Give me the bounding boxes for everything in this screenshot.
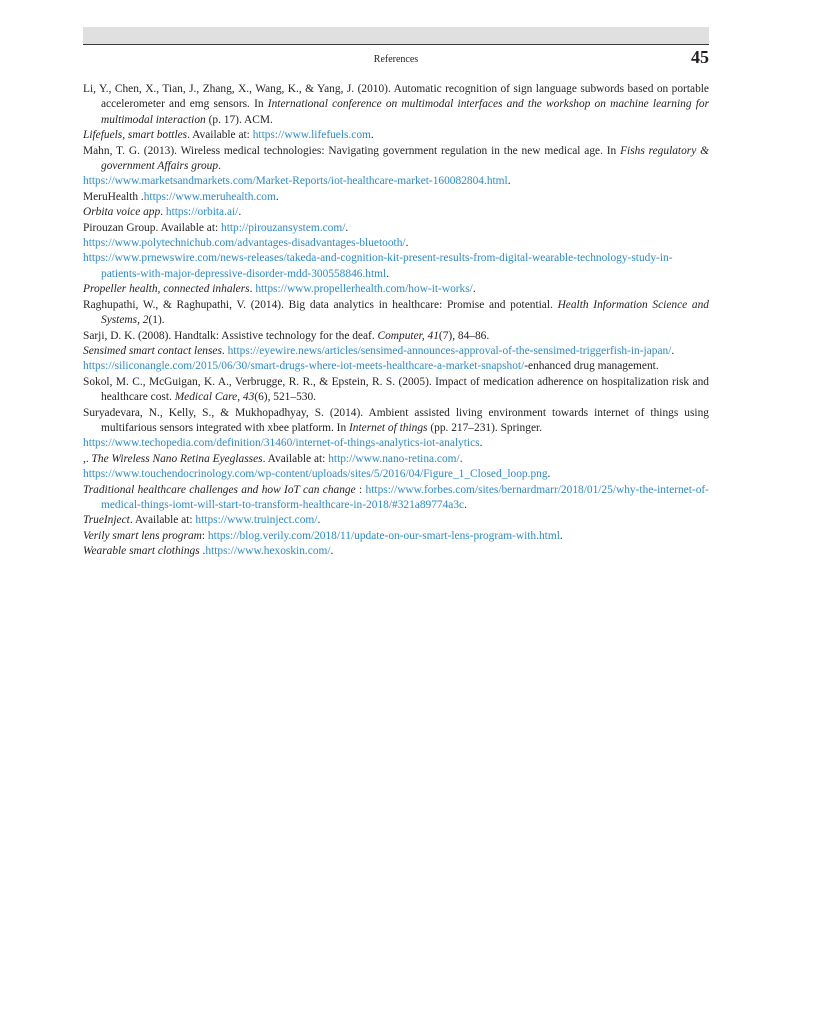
reference-text: Pirouzan Group. Available at:	[83, 221, 222, 234]
reference-entry	[83, 82, 709, 128]
reference-entry	[83, 406, 709, 437]
reference-link[interactable]: https://www.forbes.com/sites/bernardmarr/2018/01/25/why-the-internet-of-medical-things-iomt-will-start-to-transform-healthcare-in-2018/#321a89774a3c	[101, 483, 709, 511]
reference-text: .	[386, 267, 390, 280]
reference-link[interactable]: http://www.nano-retina.com/	[328, 452, 460, 465]
reference-link[interactable]: https://www.truinject.com/	[195, 514, 318, 527]
reference-entry	[83, 329, 709, 344]
reference-text: Mahn, T. G. (2013). Wireless medical technologies: Navigating government regulation in the new medical age. In	[83, 144, 621, 157]
reference-link[interactable]: https://siliconangle.com/2015/06/30/smart-drugs-where-iot-meets-healthcare-a-market-snapshot/	[83, 360, 525, 373]
reference-italic-title: Internet of things	[349, 421, 428, 434]
reference-italic-title: Computer, 41	[377, 329, 439, 342]
reference-link[interactable]: https://www.marketsandmarkets.com/Market-Reports/iot-healthcare-market-160082804.html	[83, 175, 508, 188]
reference-text: .	[472, 283, 476, 296]
reference-italic-title: Lifefuels, smart bottles	[83, 129, 188, 142]
reference-entry	[83, 436, 709, 451]
reference-text: .	[218, 160, 221, 173]
reference-link[interactable]: https://www.meruhealth.com	[143, 190, 276, 203]
reference-entry	[83, 529, 709, 544]
reference-text: (1).	[148, 314, 165, 327]
reference-text: .	[507, 175, 511, 188]
reference-entry	[83, 190, 709, 205]
reference-entry	[83, 251, 709, 282]
reference-link[interactable]: https://www.lifefuels.com	[252, 129, 371, 142]
reference-entry	[83, 282, 709, 297]
reference-text: Li, Y., Chen, X., Tian, J., Zhang, X., Wang, K., & Yang, J. (2010). Automatic recognition of sign language subwords based on portable accelerometer and emg sensors. In	[83, 83, 709, 111]
reference-link[interactable]: https://www.propellerhealth.com/how-it-works/	[255, 283, 473, 296]
reference-text: Suryadevara, N., Kelly, S., & Mukhopadhyay, S. (2014). Ambient assisted living environment towards internet of things using multifarious sensors integrated with xbee platform. In	[83, 406, 709, 434]
reference-text: .	[199, 545, 206, 558]
reference-text: Raghupathi, W., & Raghupathi, V. (2014). Big data analytics in healthcare: Promise and potential.	[83, 298, 558, 311]
reference-text: .	[238, 206, 242, 219]
reference-text: (6), 521–530.	[254, 391, 317, 404]
reference-text: . Available at:	[187, 129, 253, 142]
reference-text: .	[160, 206, 166, 219]
reference-text: (pp. 217–231). Springer.	[427, 421, 543, 434]
reference-entry	[83, 483, 709, 514]
reference-entry	[83, 452, 709, 467]
reference-text: .	[317, 514, 321, 527]
reference-entry	[83, 513, 709, 528]
reference-entry	[83, 298, 709, 329]
reference-link[interactable]: https://orbita.ai/	[165, 206, 239, 219]
reference-italic-title: Verily smart lens program	[83, 529, 202, 542]
reference-entry	[83, 236, 709, 251]
reference-link[interactable]: https://www.polytechnichub.com/advantages-disadvantages-bluetooth/	[83, 237, 406, 250]
reference-italic-title: TrueInject	[83, 514, 130, 527]
reference-entry	[83, 467, 709, 482]
reference-link[interactable]: https://www.techopedia.com/definition/31460/internet-of-things-analytics-iot-analytics	[83, 437, 480, 450]
reference-italic-title: Orbita voice app	[83, 206, 161, 219]
reference-text: :	[355, 483, 366, 496]
reference-text: .	[547, 468, 551, 481]
reference-entry	[83, 205, 709, 220]
reference-link[interactable]: https://www.touchendocrinology.com/wp-content/uploads/sites/5/2016/04/Figure_1_Closed_loop.png	[83, 468, 548, 481]
reference-italic-title: Health Information Science and Systems, 2	[101, 298, 709, 327]
reference-text: .	[345, 221, 349, 234]
running-title: References	[373, 54, 419, 65]
reference-text: . Available at:	[129, 514, 196, 527]
reference-text: .	[249, 283, 256, 296]
reference-text: (7), 84–86.	[438, 329, 490, 342]
reference-text: .	[459, 452, 463, 465]
reference-text: .	[464, 498, 467, 511]
reference-text: .	[559, 529, 563, 542]
reference-entry	[83, 375, 709, 406]
reference-text: .	[405, 237, 409, 250]
reference-link[interactable]: https://www.prnewswire.com/news-releases/takeda-and-cognition-kit-present-results-from-digital-wearable-technology-study-in-patients-with-major-depressive-disorder-mdd-300558846.html	[83, 252, 673, 280]
reference-link[interactable]: https://blog.verily.com/2018/11/update-on-our-smart-lens-program-with.html	[207, 529, 560, 542]
reference-text: Sokol, M. C., McGuigan, K. A., Verbrugge, R. R., & Epstein, R. S. (2005). Impact of medication adherence on hospitalization risk and healthcare cost.	[83, 375, 709, 404]
reference-text: MeruHealth .	[83, 190, 144, 203]
reference-text: .	[275, 190, 279, 203]
reference-italic-title: Fishs regulatory & government Affairs group	[101, 144, 709, 173]
reference-italic-title: Propeller health, connected inhalers	[83, 283, 250, 296]
reference-link[interactable]: https://www.hexoskin.com/	[205, 545, 331, 558]
header-bar	[83, 27, 709, 45]
reference-entry	[83, 544, 709, 559]
reference-text: (p. 17). ACM.	[205, 113, 273, 126]
reference-italic-title: The Wireless Nano Retina Eyeglasses	[91, 452, 263, 465]
reference-entry	[83, 174, 709, 189]
reference-list	[83, 82, 709, 560]
reference-entry	[83, 344, 709, 359]
reference-text: :	[201, 529, 208, 542]
page-number: 45	[691, 47, 709, 67]
reference-link[interactable]: https://eyewire.news/articles/sensimed-announces-approval-of-the-sensimed-triggerfish-in-japan/	[227, 344, 672, 357]
reference-link[interactable]: http://pirouzansystem.com/	[221, 221, 346, 234]
reference-entry	[83, 221, 709, 236]
reference-italic-title: Medical Care, 43	[174, 391, 255, 404]
reference-italic-title: International conference on multimodal interfaces and the workshop on machine learning for multimodal interaction	[101, 98, 710, 126]
reference-text: .	[479, 437, 483, 450]
reference-entry	[83, 128, 709, 143]
reference-text: .	[330, 545, 334, 558]
reference-text: .	[221, 344, 228, 357]
reference-text: . Available at:	[262, 452, 329, 465]
reference-text: -enhanced drug management.	[524, 360, 659, 373]
reference-text: .	[370, 129, 374, 142]
reference-text: Sarji, D. K. (2008). Handtalk: Assistive technology for the deaf.	[83, 329, 378, 342]
reference-entry	[83, 144, 709, 175]
reference-italic-title: Traditional healthcare challenges and how IoT can change	[83, 483, 356, 496]
reference-italic-title: Sensimed smart contact lenses	[83, 344, 222, 357]
reference-entry	[83, 359, 709, 374]
reference-italic-title: Wearable smart clothings	[83, 545, 200, 558]
reference-text: ,.	[83, 452, 92, 465]
reference-text: .	[671, 344, 675, 357]
